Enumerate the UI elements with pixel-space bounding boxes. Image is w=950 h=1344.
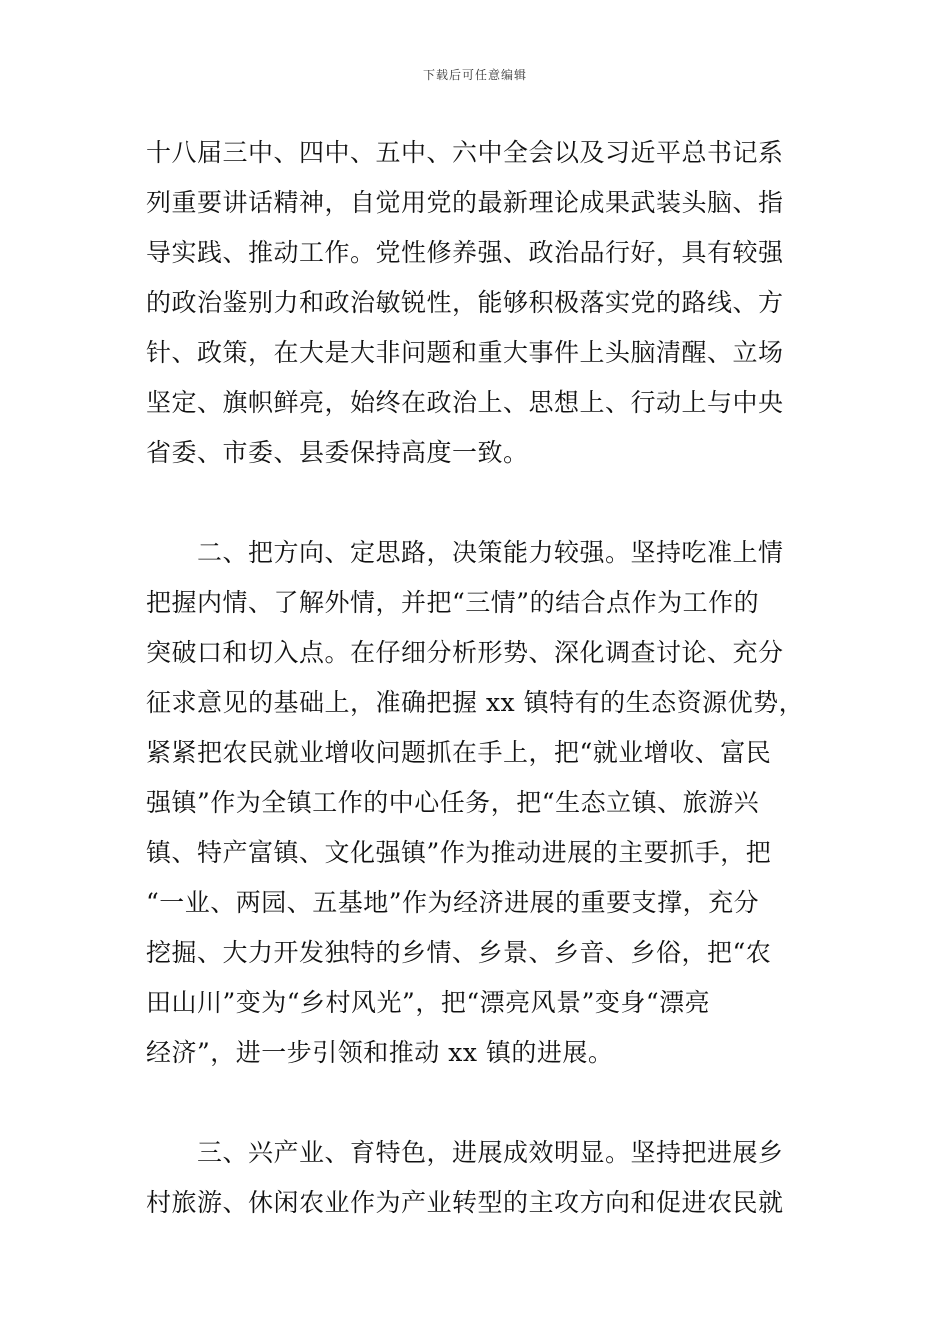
- text-line: 针、政策，在大是大非问题和重大事件上头脑清醒、立场: [146, 338, 784, 367]
- text-line: 列重要讲话精神，自觉用党的最新理论成果武装头脑、指: [146, 188, 784, 217]
- text-line: 十八届三中、四中、五中、六中全会以及习近平总书记系: [146, 138, 784, 167]
- text-line: 坚定、旗帜鲜亮，始终在政治上、思想上、行动上与中央: [146, 388, 784, 417]
- paragraph-2: [146, 528, 806, 1078]
- text-line: 镇、特产富镇、文化强镇”作为推动进展的主要抓手，把: [146, 838, 772, 867]
- text-line: 省委、市委、县委保持高度一致。: [146, 438, 529, 467]
- text-line: 挖掘、大力开发独特的乡情、乡景、乡音、乡俗，把“农: [146, 938, 772, 967]
- text-line: 经济”，进一步引领和推动 xx 镇的进展。: [146, 1038, 614, 1067]
- paragraph-1: [146, 128, 806, 478]
- document-body: [146, 128, 806, 1228]
- paragraph-spacer: [146, 478, 806, 528]
- paragraph-spacer: [146, 1078, 806, 1128]
- text-line: 导实践、推动工作。党性修养强、政治品行好，具有较强: [146, 238, 784, 267]
- header-note: 下载后可任意编辑: [422, 68, 527, 82]
- paragraph-3: [146, 1128, 806, 1228]
- text-line: 突破口和切入点。在仔细分析形势、深化调查讨论、充分: [146, 638, 784, 667]
- text-line: 三、兴产业、育特色，进展成效明显。坚持把进展乡: [146, 1138, 784, 1167]
- text-line: 紧紧把农民就业增收问题抓在手上，把“就业增收、富民: [146, 738, 772, 767]
- text-line: 田山川”变为“乡村风光”，把“漂亮风景”变身“漂亮: [146, 988, 711, 1017]
- text-line: 把握内情、了解外情，并把“三情”的结合点作为工作的: [146, 588, 760, 617]
- text-line: 征求意见的基础上，准确把握 xx 镇特有的生态资源优势，: [146, 688, 805, 717]
- text-line: 村旅游、休闲农业作为产业转型的主攻方向和促进农民就: [146, 1188, 784, 1217]
- text-line: 强镇”作为全镇工作的中心任务，把“生态立镇、旅游兴: [146, 788, 760, 817]
- text-line: 的政治鉴别力和政治敏锐性，能够积极落实党的路线、方: [146, 288, 784, 317]
- text-line: 二、把方向、定思路，决策能力较强。坚持吃准上情: [146, 538, 784, 567]
- text-line: “一业、两园、五基地”作为经济进展的重要支撑，充分: [146, 888, 760, 917]
